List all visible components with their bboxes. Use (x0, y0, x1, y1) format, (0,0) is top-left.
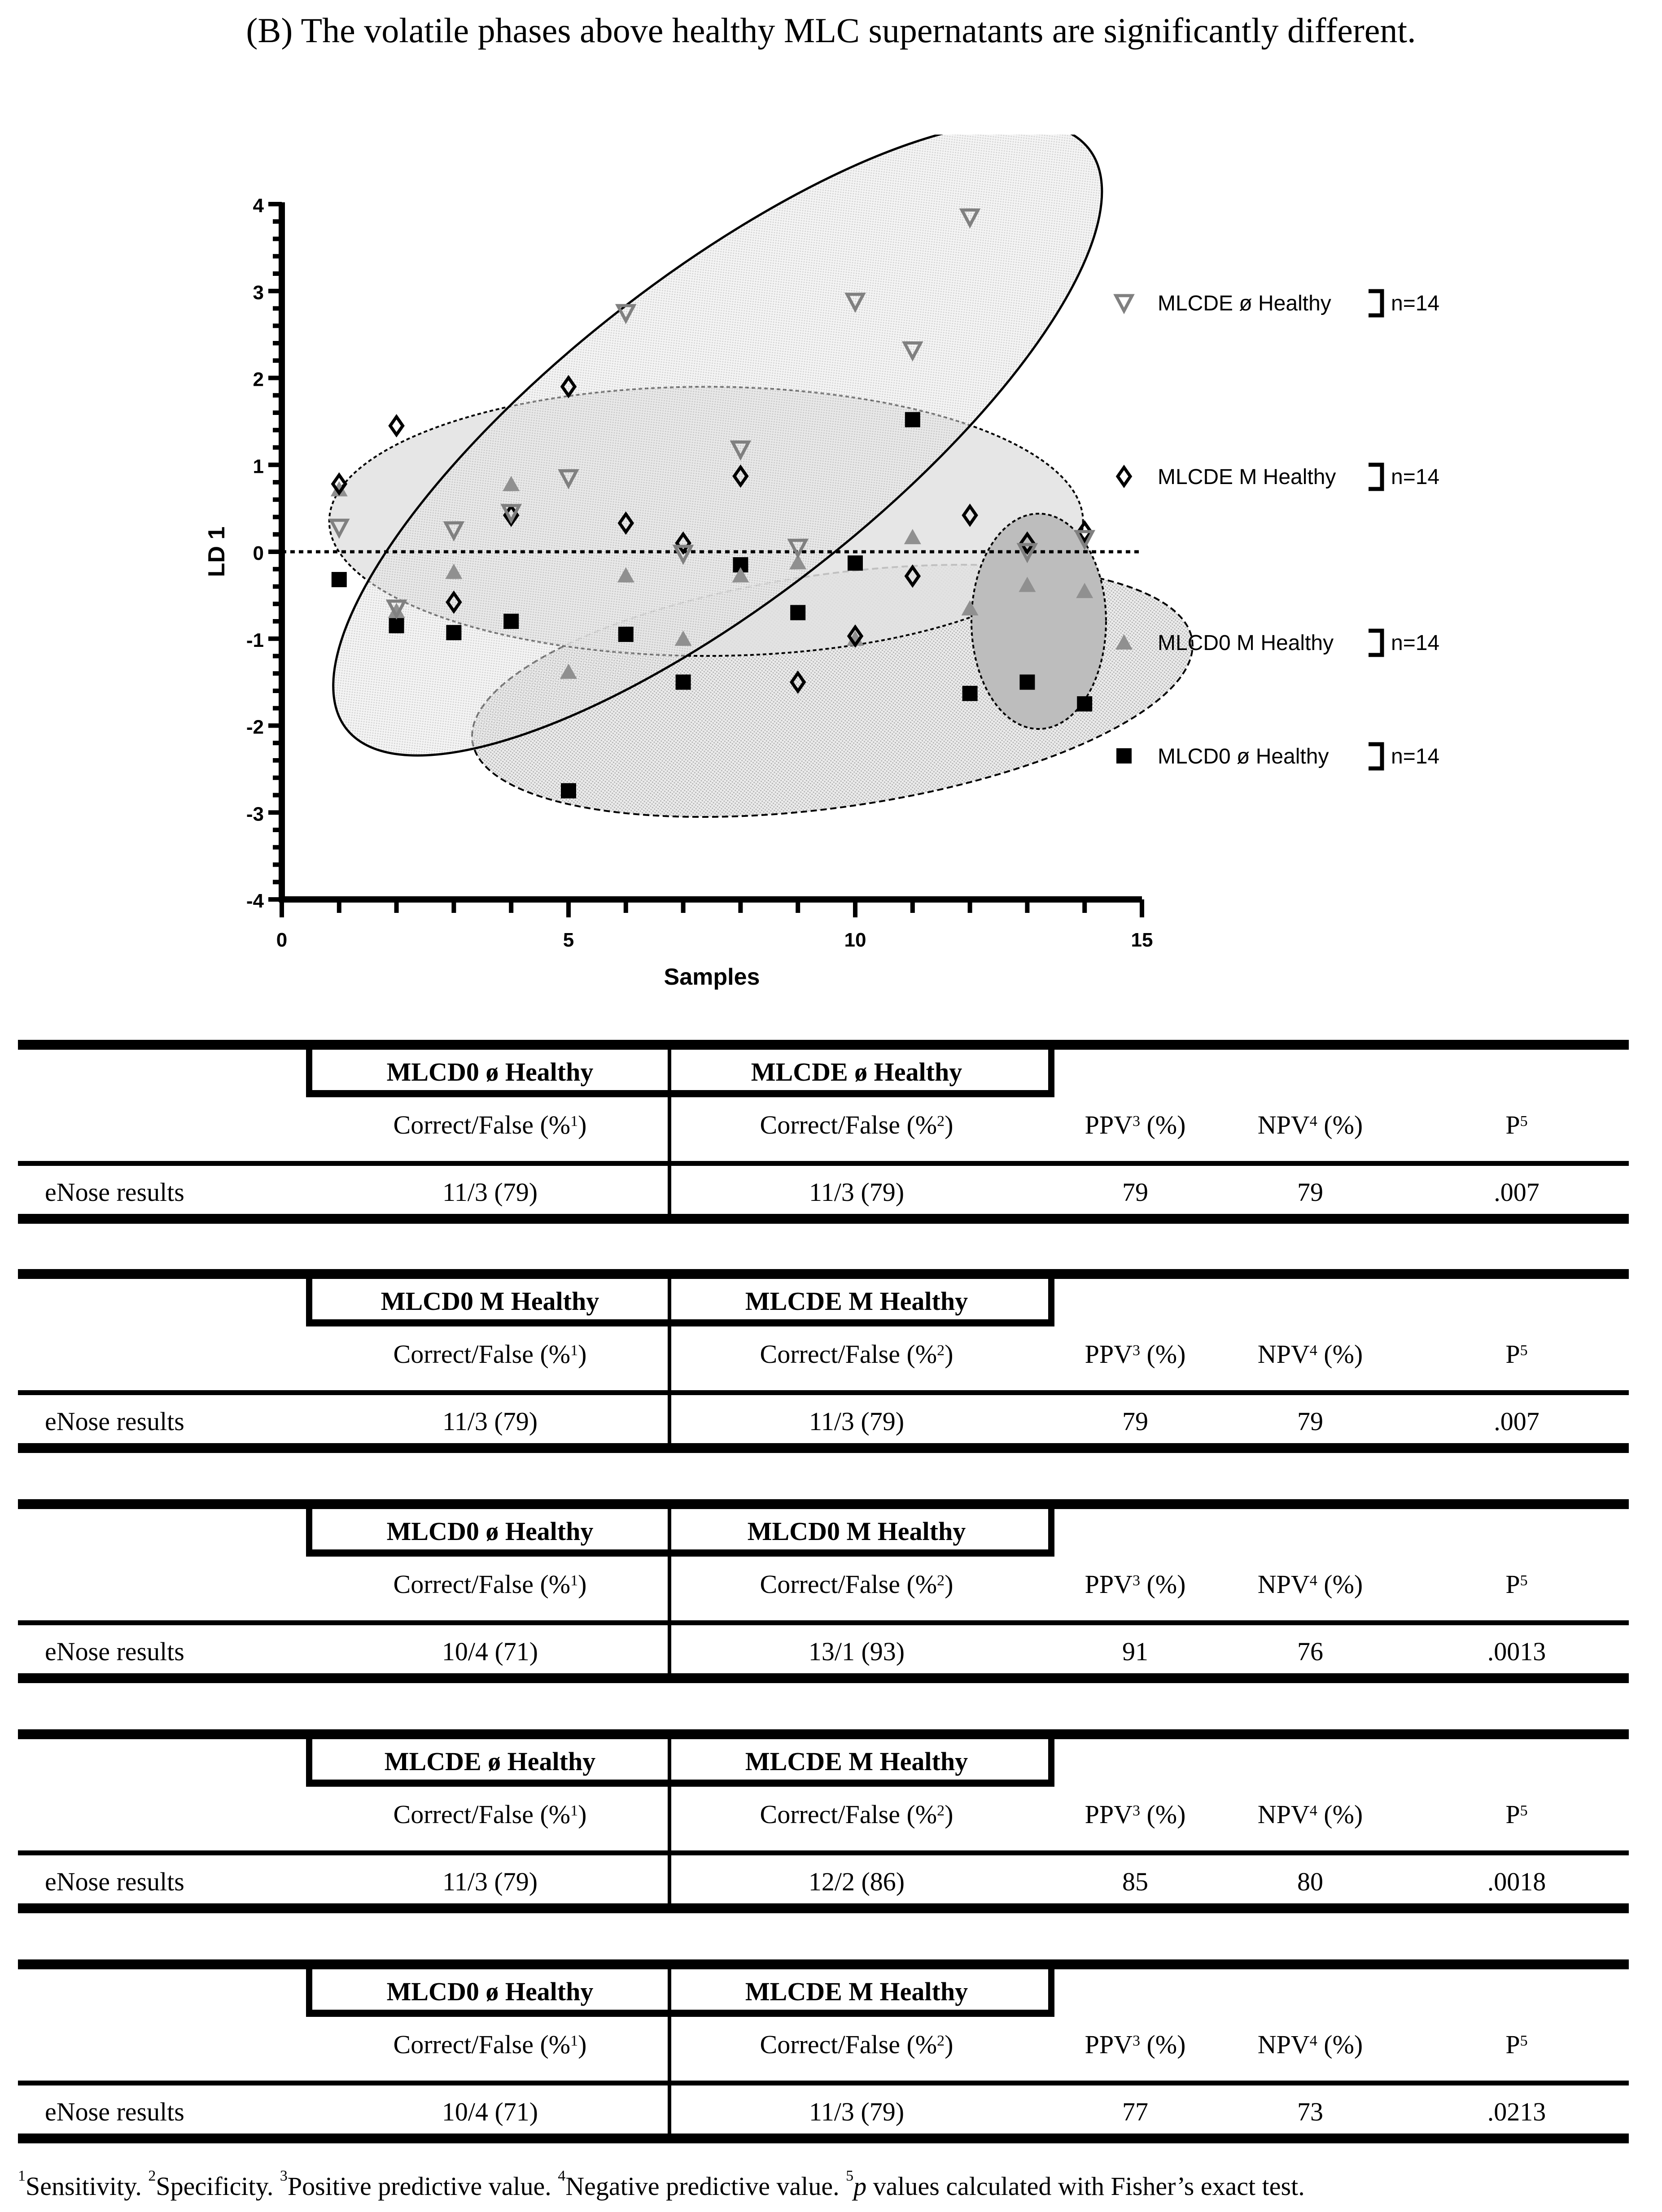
y-tick-label: -4 (246, 890, 264, 912)
cell-p-value: .0013 (1487, 1637, 1546, 1666)
header-npv: NPV$^4$ (%) (1257, 2030, 1363, 2059)
table-rule-top (18, 1269, 1629, 1279)
group-divider (668, 1509, 671, 1673)
y-tick-label: -3 (246, 803, 264, 825)
table-rule-bottom (18, 1214, 1629, 1224)
table-rule-mid (18, 1390, 1629, 1395)
group1-label: MLCD0 ø Healthy (386, 1057, 594, 1086)
data-point (790, 605, 805, 620)
legend-marker-icon (1118, 467, 1130, 485)
group1-label: MLCD0 ø Healthy (386, 1517, 594, 1546)
row-label: eNose results (45, 1637, 184, 1666)
data-point (561, 783, 576, 798)
cell-npv: 73 (1297, 2097, 1323, 2126)
lda-scatter-chart (0, 135, 1662, 1009)
footnote-marker-4: 4 (558, 2168, 566, 2184)
y-tick-label: 2 (253, 368, 264, 391)
comparison-table (18, 1959, 1629, 2143)
group2-label: MLCDE M Healthy (745, 1977, 968, 2006)
cell-correct-false-1: 10/4 (71) (442, 1637, 538, 1666)
cell-correct-false-2: 11/3 (79) (809, 1178, 905, 1207)
cell-npv: 79 (1297, 1407, 1323, 1436)
row-label: eNose results (45, 2097, 184, 2126)
group1-label: MLCD0 ø Healthy (386, 1977, 594, 2006)
y-tick-label: 3 (253, 281, 264, 304)
row-label: eNose results (45, 1867, 184, 1896)
legend-marker-icon (1116, 296, 1132, 311)
row-label: eNose results (45, 1407, 184, 1436)
footnote-marker-5: 5 (846, 2168, 854, 2184)
header-correct-false-1: Correct/False (%$^1$) (393, 1570, 587, 1599)
data-point (962, 686, 978, 701)
cell-correct-false-2: 11/3 (79) (809, 2097, 905, 2126)
comparison-table (18, 1269, 1629, 1453)
header-npv: NPV$^4$ (%) (1257, 1800, 1363, 1829)
data-point (618, 627, 634, 642)
data-point (446, 625, 461, 640)
header-npv: NPV$^4$ (%) (1257, 1570, 1363, 1599)
comparison-table (18, 1729, 1629, 1913)
header-correct-false-2: Correct/False (%$^2$) (760, 1339, 953, 1369)
data-point (848, 555, 863, 571)
legend-n: n=14 (1391, 745, 1440, 768)
table-rule-bottom (18, 1903, 1629, 1913)
header-ppv: PPV$^3$ (%) (1085, 1339, 1186, 1369)
header-correct-false-1: Correct/False (%$^1$) (393, 1800, 587, 1829)
cell-correct-false-2: 12/2 (86) (808, 1867, 905, 1896)
group1-label: MLCD0 M Healthy (381, 1287, 599, 1316)
data-point (1077, 696, 1092, 711)
y-tick-label: 4 (253, 195, 264, 217)
y-tick-label: 0 (253, 542, 264, 564)
footnote-specificity: Specificity. (156, 2172, 280, 2201)
cell-p-value: .007 (1494, 1407, 1540, 1436)
header-ppv: PPV$^3$ (%) (1085, 1110, 1186, 1139)
y-tick-label: -2 (246, 716, 264, 738)
legend-label: MLCD0 M Healthy (1158, 631, 1334, 655)
comparison-table (18, 1040, 1629, 1224)
footnote-sensitivity: Sensitivity. (26, 2172, 149, 2201)
cell-ppv: 91 (1122, 1637, 1148, 1666)
group2-label: MLCD0 M Healthy (747, 1517, 966, 1546)
legend-label: MLCDE M Healthy (1158, 465, 1336, 489)
legend-n: n=14 (1391, 465, 1440, 489)
cell-correct-false-2: 11/3 (79) (809, 1407, 905, 1436)
x-tick-label: 5 (563, 929, 574, 951)
table-rule-top (18, 1499, 1629, 1509)
table-rule-top (18, 1959, 1629, 1969)
header-correct-false-2: Correct/False (%$^2$) (760, 2030, 953, 2059)
chart-legend (1115, 291, 1439, 768)
cell-correct-false-1: 10/4 (71) (442, 2097, 538, 2126)
cell-ppv: 77 (1122, 2097, 1148, 2126)
header-p: $P^5$ (1505, 1800, 1528, 1829)
footnote-marker-1: 1 (18, 2168, 26, 2184)
footnote-ppv: Positive predictive value. (287, 2172, 558, 2201)
header-npv: NPV$^4$ (%) (1257, 1110, 1363, 1139)
x-tick-label: 15 (1131, 929, 1153, 951)
x-axis-label: Samples (664, 964, 760, 990)
data-point (676, 675, 691, 690)
group2-label: MLCDE M Healthy (745, 1287, 968, 1316)
y-tick-label: 1 (253, 455, 264, 478)
x-tick-label: 10 (844, 929, 866, 951)
legend-bracket-icon (1369, 744, 1382, 768)
y-tick-label: -1 (246, 629, 264, 651)
header-correct-false-1: Correct/False (%$^1$) (393, 1339, 587, 1369)
y-axis-label: LD 1 (204, 526, 230, 577)
table-rule-bottom (18, 1673, 1629, 1683)
cell-correct-false-1: 11/3 (79) (442, 1178, 538, 1207)
legend-label: MLCD0 ø Healthy (1158, 745, 1329, 768)
legend-label: MLCDE ø Healthy (1158, 292, 1331, 315)
table-rule-mid (18, 1620, 1629, 1625)
header-p: $P^5$ (1505, 2030, 1528, 2059)
cell-correct-false-2: 13/1 (93) (808, 1637, 905, 1666)
header-correct-false-2: Correct/False (%$^2$) (760, 1110, 953, 1139)
header-p: $P^5$ (1505, 1110, 1528, 1139)
cell-ppv: 85 (1122, 1867, 1148, 1896)
table-rule-mid (18, 1850, 1629, 1855)
cell-correct-false-1: 11/3 (79) (442, 1407, 538, 1436)
legend-bracket-icon (1369, 465, 1382, 489)
data-point (1019, 675, 1035, 690)
cell-p-value: .0018 (1487, 1867, 1546, 1896)
group-divider (668, 1739, 671, 1903)
cell-ppv: 79 (1122, 1178, 1148, 1207)
footnote-fisher: values calculated with Fisher’s exact test. (866, 2172, 1305, 2201)
table-rule-bottom (18, 1443, 1629, 1453)
legend-marker-icon (1116, 748, 1132, 764)
header-correct-false-1: Correct/False (%$^1$) (393, 1110, 587, 1139)
table-rule-top (18, 1729, 1629, 1739)
cell-p-value: .007 (1494, 1178, 1540, 1207)
header-correct-false-1: Correct/False (%$^1$) (393, 2030, 587, 2059)
header-ppv: PPV$^3$ (%) (1085, 1800, 1186, 1829)
legend-bracket-icon (1369, 631, 1382, 655)
cell-correct-false-1: 11/3 (79) (442, 1867, 538, 1896)
cell-npv: 79 (1297, 1178, 1323, 1207)
group-divider (668, 1050, 671, 1214)
footnote-p-italic: p (853, 2172, 867, 2201)
header-npv: NPV$^4$ (%) (1257, 1339, 1363, 1369)
cell-p-value: .0213 (1487, 2097, 1546, 2126)
data-point (905, 412, 920, 428)
row-label: eNose results (45, 1178, 184, 1207)
header-p: $P^5$ (1505, 1339, 1528, 1369)
footnote (18, 2168, 1305, 2201)
data-point (332, 572, 347, 587)
cell-npv: 76 (1297, 1637, 1323, 1666)
group1-label: MLCDE ø Healthy (384, 1747, 596, 1776)
data-point (503, 614, 519, 629)
header-ppv: PPV$^3$ (%) (1085, 1570, 1186, 1599)
comparison-table (18, 1499, 1629, 1683)
legend-n: n=14 (1391, 292, 1440, 315)
group-divider (668, 1279, 671, 1443)
group-ellipses (247, 135, 1208, 857)
data-point (389, 618, 404, 633)
cell-ppv: 79 (1122, 1407, 1148, 1436)
table-rule-top (18, 1040, 1629, 1050)
group2-label: MLCDE ø Healthy (751, 1057, 962, 1086)
footnote-npv: Negative predictive value. (565, 2172, 846, 2201)
table-rule-mid (18, 2081, 1629, 2085)
header-ppv: PPV$^3$ (%) (1085, 2030, 1186, 2059)
header-correct-false-2: Correct/False (%$^2$) (760, 1800, 953, 1829)
figure-title: (B) The volatile phases above healthy MLC supernatants are significantly different. (246, 11, 1416, 50)
table-rule-bottom (18, 2133, 1629, 2143)
cell-npv: 80 (1297, 1867, 1323, 1896)
data-point (390, 417, 403, 435)
footnote-marker-3: 3 (280, 2168, 288, 2184)
header-correct-false-2: Correct/False (%$^2$) (760, 1570, 953, 1599)
table-rule-mid (18, 1161, 1629, 1166)
group-divider (668, 1969, 671, 2133)
header-p: $P^5$ (1505, 1570, 1528, 1599)
footnote-marker-2: 2 (148, 2168, 156, 2184)
group2-label: MLCDE M Healthy (745, 1747, 968, 1776)
x-tick-label: 0 (276, 929, 288, 951)
legend-bracket-icon (1369, 291, 1382, 315)
legend-n: n=14 (1391, 631, 1440, 655)
